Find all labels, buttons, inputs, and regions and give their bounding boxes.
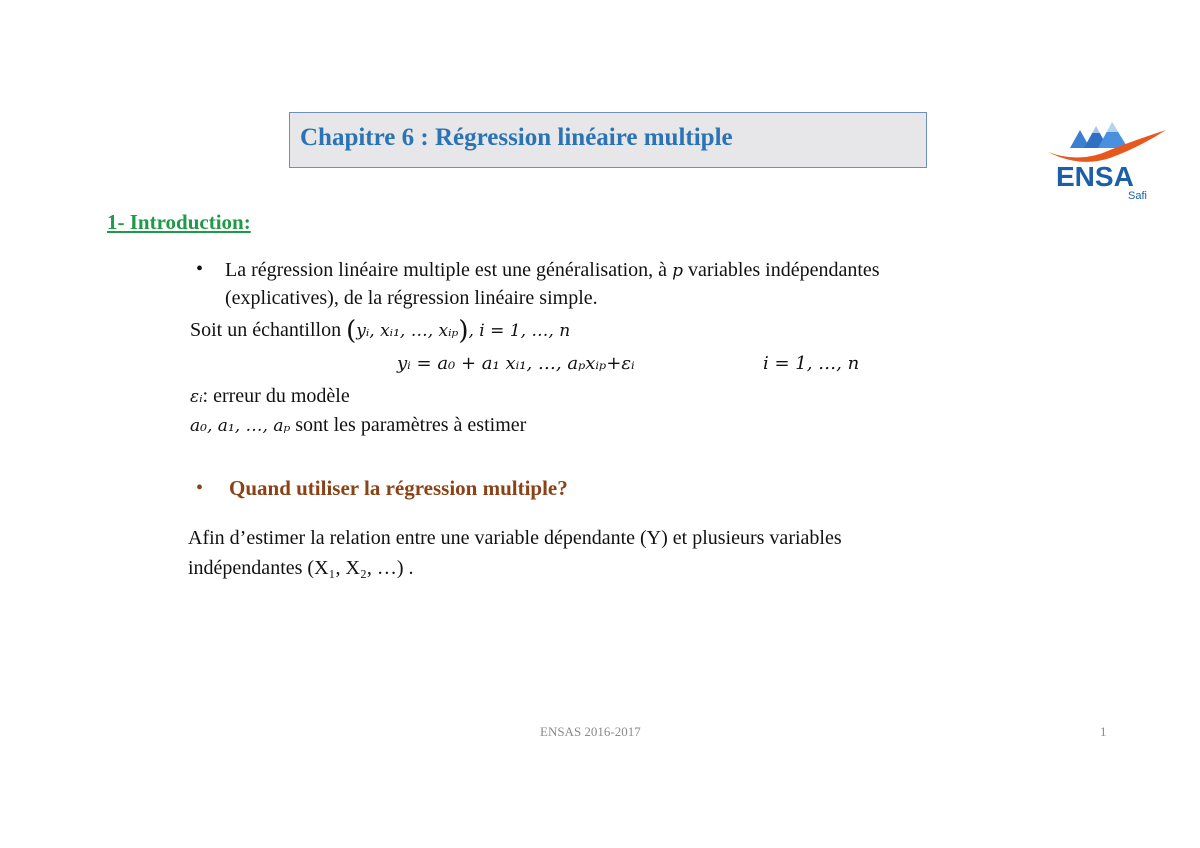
ensa-logo (1040, 118, 1170, 208)
bullet1-line1 (225, 258, 880, 283)
section-heading: 1- Introduction: (107, 210, 251, 234)
epsilon-text: : erreur du modèle (202, 385, 350, 407)
sample-tuple: yᵢ, xᵢ₁, …, xᵢₚ (356, 321, 459, 341)
title-box (289, 112, 927, 168)
epsilon-symbol: εᵢ (190, 387, 203, 407)
equation-index: i = 1, …, n (763, 353, 860, 374)
params-text: sont les paramètres à estimer (290, 414, 527, 436)
bullet-dot-2: • (196, 477, 204, 499)
sample-index: , i = 1, …, n (468, 321, 571, 341)
params-line (190, 413, 526, 438)
page-number: 1 (1100, 724, 1107, 739)
answer-line1: Afin d’estimer la relation entre une variable dépendante (Y) et plusieurs variables (188, 527, 842, 549)
footer-text: ENSAS 2016-2017 (540, 724, 641, 739)
paren-close: ) (458, 316, 469, 346)
bullet1-text-a: La régression linéaire multiple est une généralisation, à (225, 259, 673, 281)
slide-title: Chapitre 6 : Régression linéaire multiple (300, 124, 733, 151)
paren-open: ( (346, 316, 357, 346)
sample-line (190, 316, 571, 346)
ensa-logo-graphic (1040, 118, 1170, 208)
bullet1-text-b: variables indépendantes (682, 259, 880, 281)
params-symbols: a₀, a₁, …, aₚ (190, 416, 291, 436)
logo-name: ENSA (1056, 161, 1134, 192)
question-heading: Quand utiliser la régression multiple? (229, 476, 568, 500)
epsilon-line (190, 384, 350, 409)
regression-equation: yᵢ = a₀ + a₁ xᵢ₁, …, aₚxᵢₚ+εᵢ (397, 353, 635, 374)
bullet1-line2: (explicatives), de la régression linéaire simple. (225, 287, 598, 309)
bullet-dot: • (196, 258, 204, 280)
answer-line2: indépendantes (X₁, X₂, …) . (188, 557, 414, 579)
logo-subname: Safi (1128, 190, 1147, 202)
soit-text: Soit un échantillon (190, 319, 347, 341)
bullet1-p: p (672, 261, 683, 281)
